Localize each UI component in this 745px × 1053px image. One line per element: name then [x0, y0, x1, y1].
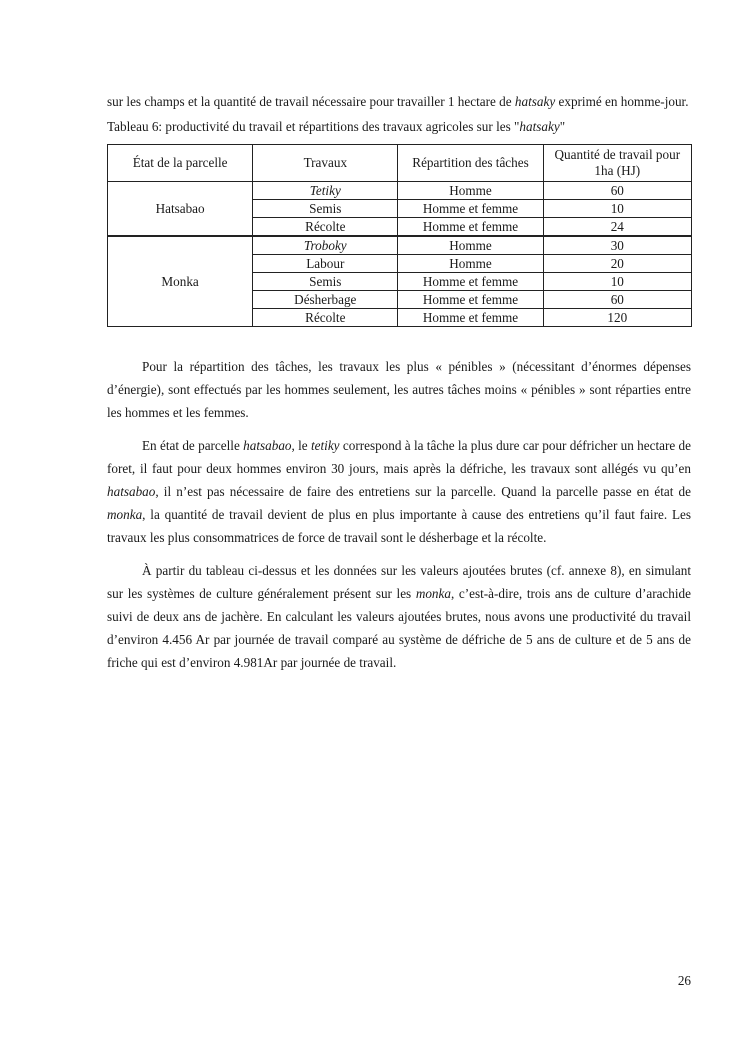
table-header-row [108, 145, 692, 182]
division-cell: Homme et femme [398, 273, 543, 291]
task-cell [253, 236, 398, 255]
task-cell: Désherbage [253, 291, 398, 309]
task-cell: Récolte [253, 309, 398, 327]
header-division: Répartition des tâches [398, 145, 543, 182]
quantity-cell: 10 [543, 273, 691, 291]
division-cell: Homme et femme [398, 218, 543, 237]
para2-term: monka [107, 507, 143, 522]
division-cell: Homme [398, 236, 543, 255]
task-label: Tetiky [309, 182, 341, 198]
intro-paragraph [107, 90, 691, 113]
quantity-cell: 10 [543, 200, 691, 218]
page-body [107, 90, 691, 674]
division-cell: Homme et femme [398, 291, 543, 309]
header-state: État de la parcelle [108, 145, 253, 182]
state-cell: Hatsabao [108, 182, 253, 237]
para2-term: hatsabao [243, 438, 292, 453]
para2-text: , le [291, 438, 311, 453]
paragraph-hatsabao-monka [107, 434, 691, 549]
task-cell: Semis [253, 273, 398, 291]
para2-text: , la quantité de travail devient de plus en plus importante à cause des entretiens qu’il faut faire. Les travaux les plus consommatrices de force de travail sont le désherbage et la récolte. [107, 507, 691, 545]
quantity-cell: 30 [543, 236, 691, 255]
header-task: Travaux [253, 145, 398, 182]
division-cell: Homme et femme [398, 309, 543, 327]
caption-text-2: " [559, 119, 566, 134]
quantity-cell: 60 [543, 291, 691, 309]
header-quantity: Quantité de travail pour 1ha (HJ) [543, 145, 691, 182]
division-cell: Homme [398, 255, 543, 273]
paragraph-task-division: Pour la répartition des tâches, les travaux les plus « pénibles » (nécessitant d’énormes dépenses d’énergie), sont effectués par les hommes seulement, les autres tâches moins « pénibles » sont réparties entre les hommes et les femmes. [107, 359, 691, 420]
page-number: 26 [677, 973, 691, 988]
para3-term: monka [415, 586, 451, 601]
task-cell: Labour [253, 255, 398, 273]
para3-text: , c’est-à-dire, trois ans de culture d’arachide suivi de deux ans de jachère. En calculant les valeurs ajoutées brutes, nous avons une productivité du travail d’environ 4.456 Ar par journée de travail comparé au système de défriche de 5 ans de culture et de 5 ans de friche qui est d’environ 4.981Ar par journée de travail. [107, 586, 691, 670]
para2-text: , il n’est pas nécessaire de faire des entretiens sur la parcelle. Quand la parcelle passe en état de [155, 484, 691, 499]
intro-text-2: exprimé en homme-jour. [555, 94, 689, 109]
table-row [108, 182, 692, 200]
productivity-table [107, 144, 692, 327]
paragraph-gap [107, 424, 691, 434]
table-row [108, 236, 692, 255]
task-label: Troboky [303, 237, 347, 253]
intro-term: hatsaky [514, 94, 556, 109]
intro-text-1: sur les champs et la quantité de travail nécessaire pour travailler 1 hectare de [107, 94, 515, 109]
quantity-cell: 120 [543, 309, 691, 327]
division-cell: Homme [398, 182, 543, 200]
division-cell: Homme et femme [398, 200, 543, 218]
paragraph-gap [107, 549, 691, 559]
table-caption [107, 117, 691, 137]
para3-text: À partir du tableau ci-dessus et les données sur les valeurs ajoutées brutes (cf. annexe 8), en simulant sur les systèmes de culture généralement présent sur les [107, 563, 691, 601]
quantity-cell: 60 [543, 182, 691, 200]
caption-text-1: Tableau 6: productivité du travail et répartitions des travaux agricoles sur les " [107, 119, 520, 134]
para2-text: En état de parcelle [142, 438, 244, 453]
para2-text: correspond à la tâche la plus dure car pour défricher un hectare de foret, il faut pour deux hommes environ 30 jours, mais après la défriche, les travaux sont allégés vu qu’en [107, 438, 692, 476]
state-cell: Monka [108, 236, 253, 327]
group-monka [108, 236, 692, 327]
caption-term: hatsaky [519, 119, 560, 134]
task-cell: Semis [253, 200, 398, 218]
group-hatsabao [108, 182, 692, 237]
paragraph-productivity [107, 559, 691, 674]
task-cell [253, 182, 398, 200]
quantity-cell: 24 [543, 218, 691, 237]
para2-term: tetiky [310, 438, 340, 453]
para2-term: hatsabao [107, 484, 156, 499]
task-cell: Récolte [253, 218, 398, 237]
quantity-cell: 20 [543, 255, 691, 273]
